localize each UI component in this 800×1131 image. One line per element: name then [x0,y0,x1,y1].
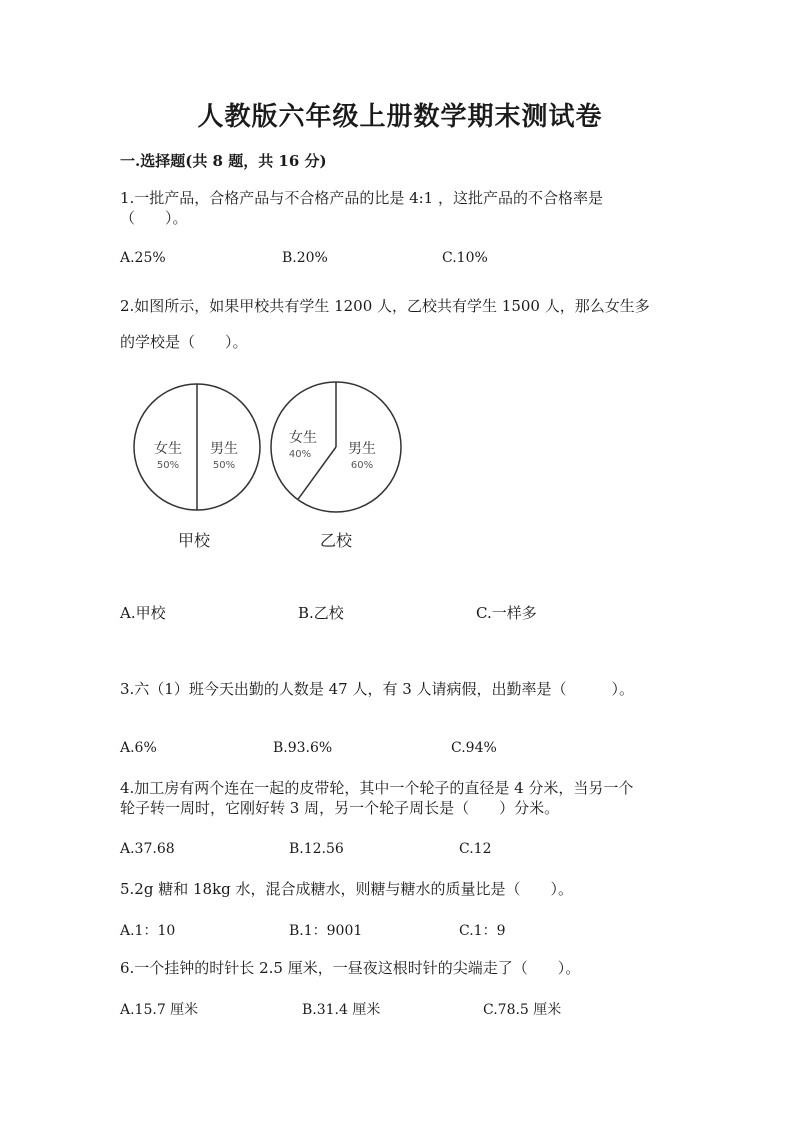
question-1-line-2: （ ）。 [120,209,188,227]
question-2-option-a: A.甲校 [120,604,166,622]
question-4-option-b: B.12.56 [289,841,344,857]
pie-2-caption: 乙校 [319,531,353,550]
question-3-option-b: B.93.6% [273,740,333,756]
question-3-option-a: A.6% [120,740,157,756]
question-2-line-1: 2.如图所示，如果甲校共有学生 1200 人，乙校共有学生 1500 人，那么女生多 [120,297,650,315]
question-5-option-a: A.1：10 [120,923,176,939]
question-5-line-1: 5.2g 糖和 18kg 水，混合成糖水，则糖与糖水的质量比是（ ）。 [120,880,574,898]
pie-1-slice-1-percent: 50% [156,460,180,471]
question-3-line-1: 3.六（1）班今天出勤的人数是 47 人，有 3 人请病假，出勤率是（ ）。 [120,680,635,698]
question-1-option-a: A.25% [120,250,166,266]
question-6-line-1: 6.一个挂钟的时针长 2.5 厘米，一昼夜这根时针的尖端走了（ ）。 [120,959,581,977]
question-1-option-b: B.20% [282,250,328,266]
pie-1-caption: 甲校 [177,531,211,550]
question-4-option-c: C.12 [459,841,492,857]
question-1 [120,188,680,228]
question-6-option-b: B.31.4 厘米 [302,1002,381,1018]
question-3 [120,679,720,699]
question-6 [120,958,720,978]
question-6-option-c: C.78.5 厘米 [483,1002,562,1018]
pie-2-slice-1-percent: 40% [288,449,312,460]
question-4 [120,778,720,818]
pie-2-slice-2-label: 男生 [348,441,376,457]
section-heading: 一.选择题(共 8 题，共 16 分) [120,152,327,170]
pie-1-slice-2-label: 男生 [210,441,238,457]
question-5-option-b: B.1：9001 [289,923,363,939]
pie-1-slice-1-label: 女生 [154,441,182,457]
pie-charts-figure [120,380,420,560]
question-4-option-a: A.37.68 [120,841,175,857]
question-5 [120,879,720,899]
pie-2-slice-2-percent: 60% [350,460,374,471]
question-1-line-1: 1.一批产品，合格产品与不合格产品的比是 4:1 ，这批产品的不合格率是 [120,189,603,207]
question-4-line-1: 4.加工房有两个连在一起的皮带轮，其中一个轮子的直径是 4 分米，当另一个 [120,779,634,797]
question-5-option-c: C.1：9 [459,923,506,939]
question-1-option-c: C.10% [442,250,488,266]
question-2 [120,288,680,360]
question-6-option-a: A.15.7 厘米 [120,1002,199,1018]
question-2-option-b: B.乙校 [298,604,344,622]
question-2-option-c: C.一样多 [476,604,537,622]
question-4-line-2: 轮子转一周时，它刚好转 3 周，另一个轮子周长是（ ）分米。 [120,799,560,817]
page-title: 人教版六年级上册数学期末测试卷 [197,102,603,132]
question-2-line-2: 的学校是（ ）。 [120,333,248,351]
question-3-option-c: C.94% [451,740,497,756]
pie-2-slice-1-label: 女生 [289,430,317,446]
pie-1-slice-2-percent: 50% [212,460,236,471]
